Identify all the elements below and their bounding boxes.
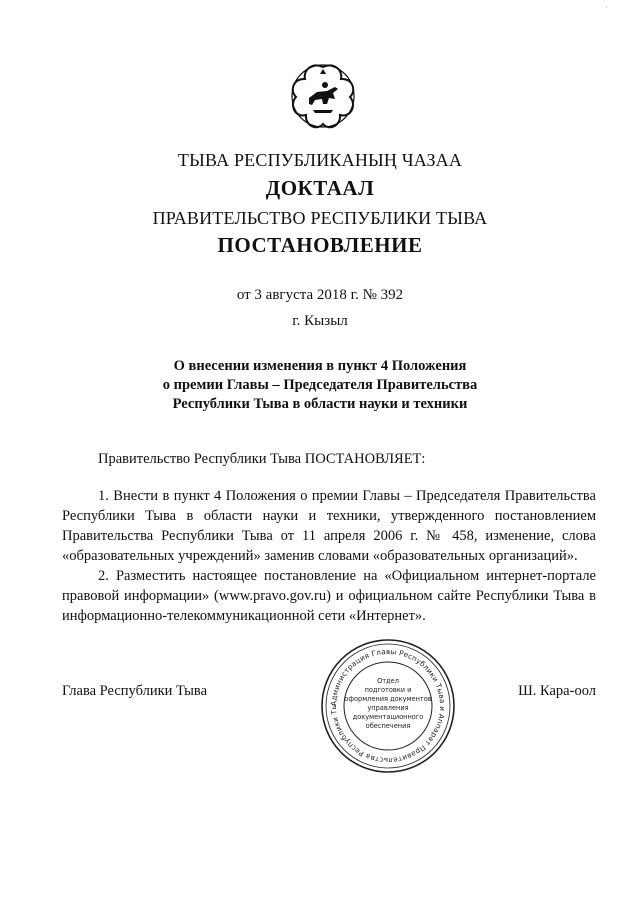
stamp-center-line: Отдел [377,677,399,685]
document-date-number: от 3 августа 2018 г. № 392 [236,287,404,303]
document-title-line: О внесении изменения в пункт 4 Положения [173,358,467,374]
resolution-items [62,486,596,626]
stamp-center-line: управления [367,704,409,712]
official-stamp [318,636,458,776]
preamble [62,449,596,469]
stamp-center-line: обеспечения [365,722,411,730]
tuva-emblem-icon [287,60,359,132]
document-title-line: Республики Тыва в области науки и техники [172,396,468,412]
stamp-ring-text: Администрация Главы Республики Тыва и Аппарат Правительства Республики Ты [328,646,448,766]
russian-document-type: ПОСТАНОВЛЕНИЕ [217,233,423,257]
preamble-text: Правительство Республики Тыва ПОСТАНОВЛЯЕТ: [98,451,426,467]
corner-mark: · [605,2,608,12]
document-title-line: о премии Главы – Председателя Правительства [162,377,478,393]
tuvan-document-type: ДОКТААЛ [265,176,375,200]
document-city: г. Кызыл [292,313,348,329]
resolution-item-1: 1. Внести в пункт 4 Положения о премии Главы – Председателя Правительства Республики Тыва в области науки и техники, утвержденного постановлением Правительства Республики Тыва от 11 апреля 2006 г. № 458, изменение, слова «образовательных учреждений» заменив словами «образовательных организаций». [62,488,596,564]
tuvan-government-line: ТЫВА РЕСПУБЛИКАНЫҢ ЧАЗАА [177,150,463,170]
stamp-center-line: документационного [352,713,424,721]
stamp-center-line: подготовки и [364,686,412,694]
stamp-center-line: оформления документов [344,695,432,703]
resolution-item-2: 2. Разместить настоящее постановление на «Официальном интернет-портале правовой информации» (www.pravo.gov.ru) и официальном сайте Республики Тыва в информационно-телекоммуникационной сети «Интернет». [62,568,596,624]
signature-position: Глава Республики Тыва [62,683,208,699]
russian-government-line: ПРАВИТЕЛЬСТВО РЕСПУБЛИКИ ТЫВА [152,208,488,228]
signature-name: Ш. Кара-оол [518,683,596,699]
